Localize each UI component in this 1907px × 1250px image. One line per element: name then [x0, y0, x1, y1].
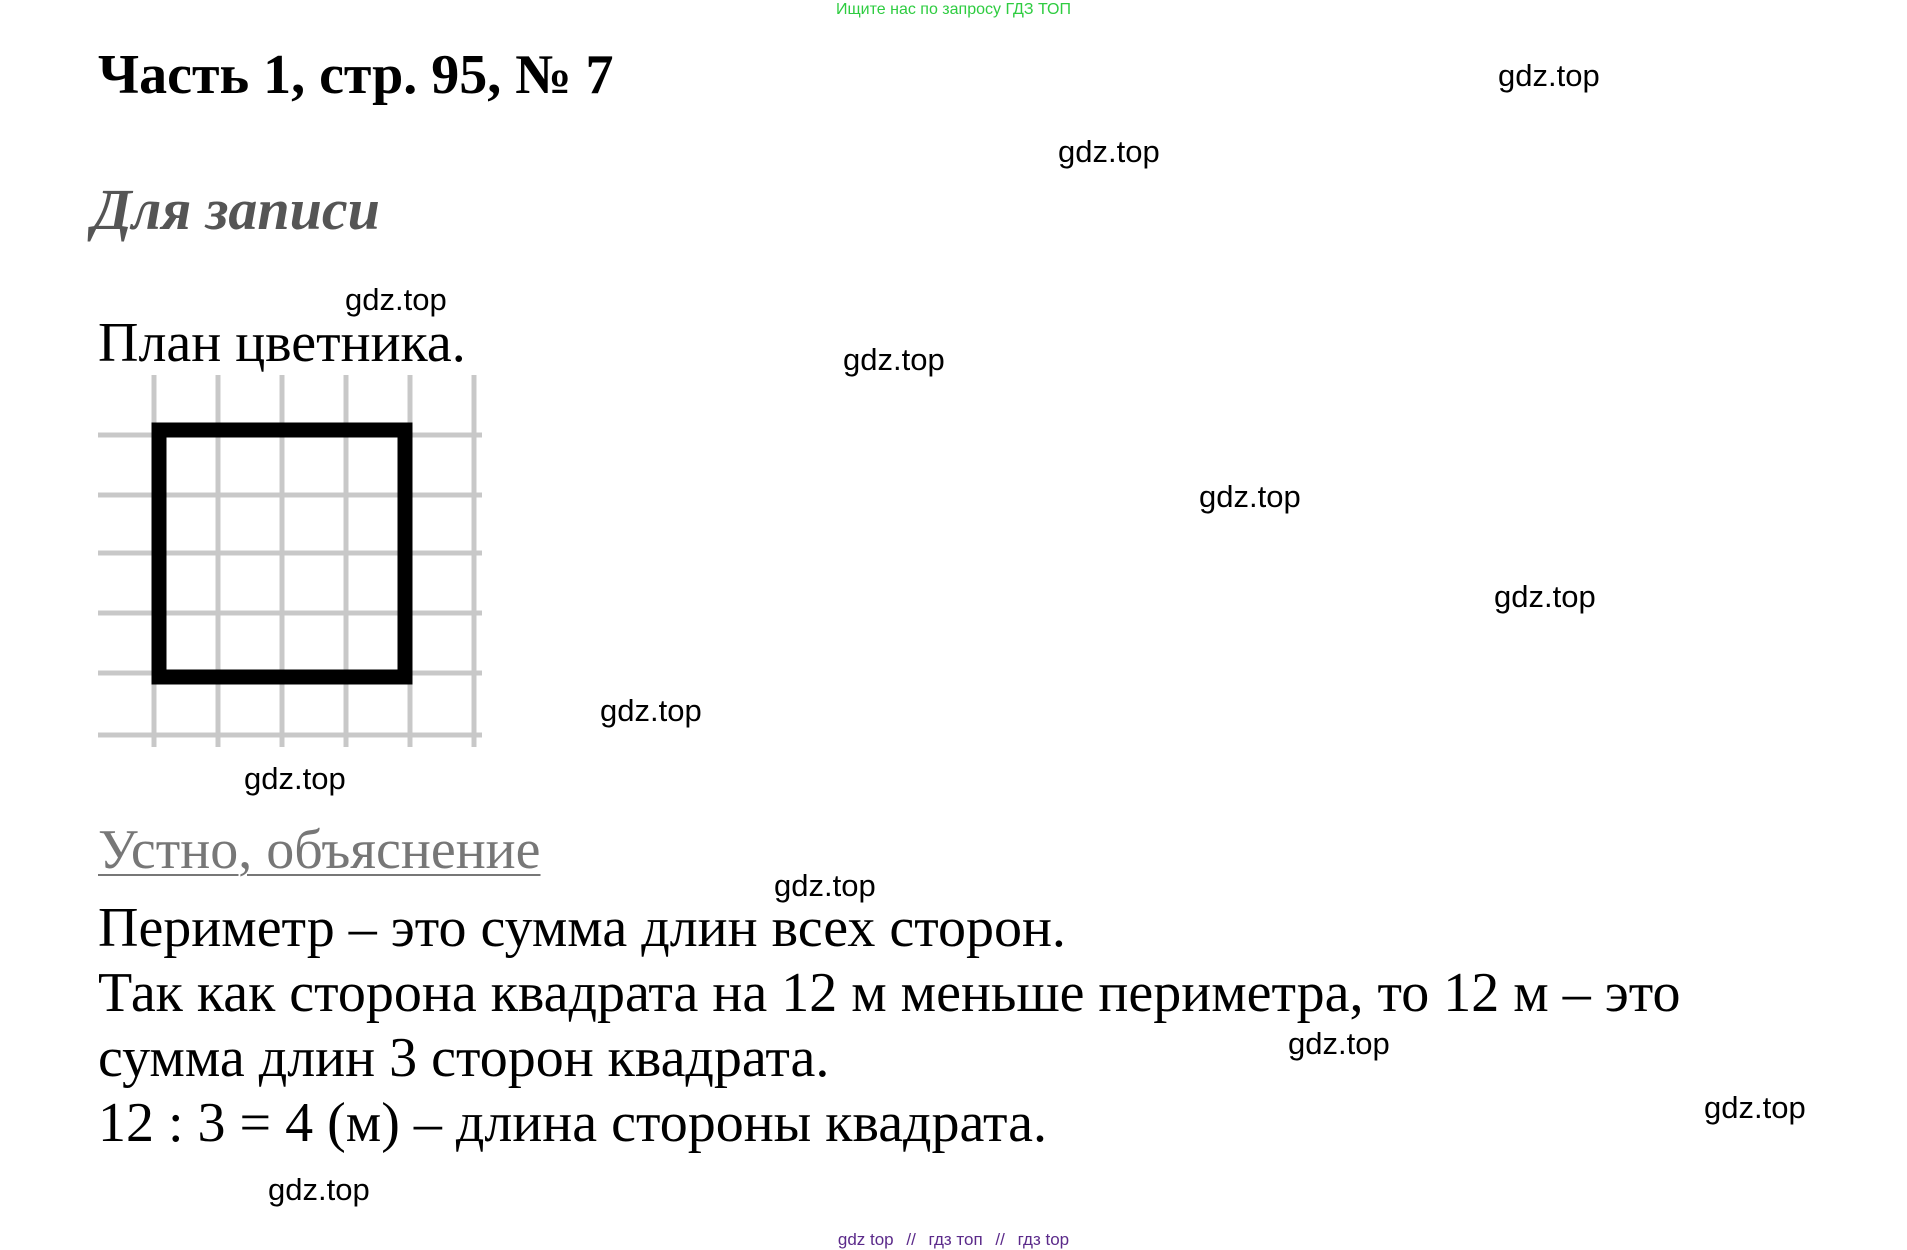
footer-separator: //: [906, 1230, 916, 1249]
footer-link-gdz-top-ru[interactable]: гдз топ: [928, 1230, 983, 1249]
watermark: gdz.top: [1288, 1026, 1390, 1061]
explanation-line-3: сумма длин 3 сторон квадрата.: [98, 1027, 830, 1089]
footer-link-gdz-top-mixed[interactable]: гдз top: [1017, 1230, 1070, 1249]
watermark: gdz.top: [1199, 479, 1301, 514]
watermark: gdz.top: [1494, 579, 1596, 614]
watermark: gdz.top: [1498, 58, 1600, 93]
watermark: gdz.top: [1704, 1090, 1806, 1125]
section-heading: Для записи: [92, 177, 380, 242]
page-title: Часть 1, стр. 95, № 7: [98, 44, 614, 106]
footer-link-gdz-top[interactable]: gdz top: [837, 1230, 894, 1249]
watermark: gdz.top: [345, 282, 447, 317]
explanation-line-1: Периметр – это сумма длин всех сторон.: [98, 897, 1066, 959]
top-banner: Ищите нас по запросу ГДЗ ТОП: [836, 1, 1071, 18]
watermark: gdz.top: [774, 868, 876, 903]
oral-explanation-heading: Устно, объяснение: [98, 819, 541, 881]
explanation-line-4: 12 : 3 = 4 (м) – длина стороны квадрата.: [98, 1092, 1047, 1154]
flowerbed-plan-figure: [98, 375, 482, 747]
grid-square-drawing: [98, 375, 482, 747]
explanation-line-2: Так как сторона квадрата на 12 м меньше периметра, то 12 м – это: [98, 962, 1681, 1024]
watermark: gdz.top: [244, 761, 346, 796]
watermark: gdz.top: [1058, 134, 1160, 169]
watermark: gdz.top: [268, 1172, 370, 1207]
watermark: gdz.top: [843, 342, 945, 377]
watermark: gdz.top: [600, 693, 702, 728]
footer-links: [0, 1230, 1907, 1250]
footer-separator: //: [995, 1230, 1005, 1249]
figure-caption: План цветника.: [98, 312, 466, 374]
